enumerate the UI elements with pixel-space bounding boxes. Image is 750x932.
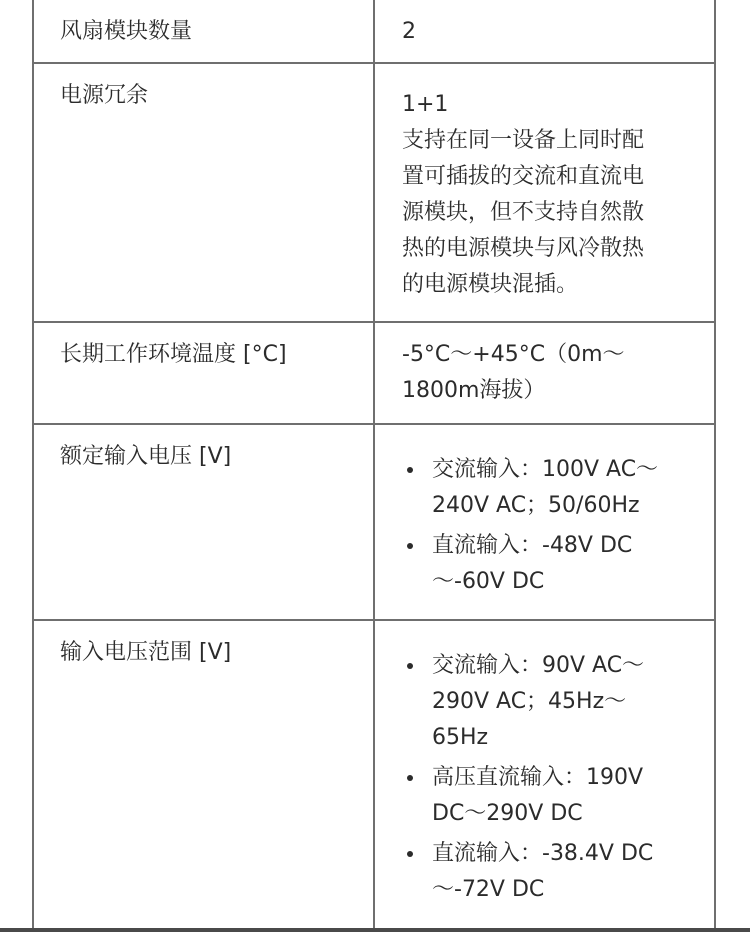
input-voltage-range-list (402, 648, 680, 908)
power-redundancy-value-line: 1+1 (402, 92, 449, 117)
power-redundancy-value-line: 源模块，但不支持自然散 (402, 200, 645, 225)
list-item-line: 240V AC；50/60Hz (432, 493, 640, 518)
rated-input-voltage-label: 额定输入电压 [V] (60, 444, 232, 469)
row-key-cell (33, 620, 374, 931)
list-item-line: DC～290V DC (432, 801, 583, 826)
table-row (33, 424, 715, 620)
power-redundancy-label: 电源冗余 (60, 83, 149, 108)
row-value-cell (374, 322, 715, 424)
list-item-line: ～-60V DC (432, 569, 545, 594)
bullet-icon (407, 467, 413, 473)
spec-table (32, 0, 716, 932)
list-item (402, 760, 680, 832)
row-value-cell (374, 424, 715, 620)
bullet-icon (407, 851, 413, 857)
power-redundancy-value-line: 支持在同一设备上同时配 (402, 128, 645, 153)
list-item-line: 高压直流输入：190V (432, 765, 644, 790)
list-item-line: 交流输入：100V AC～ (432, 457, 659, 482)
table-row (33, 322, 715, 424)
row-value-cell (374, 0, 715, 63)
row-value-cell (374, 620, 715, 931)
row-key-cell (33, 0, 374, 63)
list-item-line: ～-72V DC (432, 877, 545, 902)
rated-input-voltage-list (402, 452, 680, 600)
list-item (402, 648, 680, 756)
bullet-icon (407, 775, 413, 781)
input-voltage-range-label: 输入电压范围 [V] (60, 640, 232, 665)
fan-module-count-value: 2 (402, 19, 416, 44)
table-row (33, 63, 715, 322)
bottom-divider (0, 928, 750, 932)
list-item-line: 290V AC；45Hz～ (432, 689, 627, 714)
row-key-cell (33, 424, 374, 620)
list-item-line: 65Hz (432, 725, 489, 750)
bullet-icon (407, 663, 413, 669)
fan-module-count-label: 风扇模块数量 (60, 19, 193, 44)
table-row (33, 0, 715, 63)
list-item (402, 452, 680, 524)
operating-temperature-value-line: -5°C～+45°C（0m～ (402, 342, 625, 367)
row-value-cell (374, 63, 715, 322)
list-item-line: 交流输入：90V AC～ (432, 653, 645, 678)
list-item (402, 528, 680, 600)
operating-temperature-value-line: 1800m海拔） (402, 378, 546, 403)
bullet-icon (407, 543, 413, 549)
power-redundancy-value-line: 热的电源模块与风冷散热 (402, 236, 645, 261)
operating-temperature-label: 长期工作环境温度 [°C] (60, 342, 287, 367)
list-item-line: 直流输入：-38.4V DC (432, 841, 654, 866)
power-redundancy-value-line: 的电源模块混插。 (402, 272, 579, 297)
list-item-line: 直流输入：-48V DC (432, 533, 633, 558)
row-key-cell (33, 322, 374, 424)
row-key-cell (33, 63, 374, 322)
table-row (33, 620, 715, 931)
list-item (402, 836, 680, 908)
power-redundancy-value-line: 置可插拔的交流和直流电 (402, 164, 645, 189)
